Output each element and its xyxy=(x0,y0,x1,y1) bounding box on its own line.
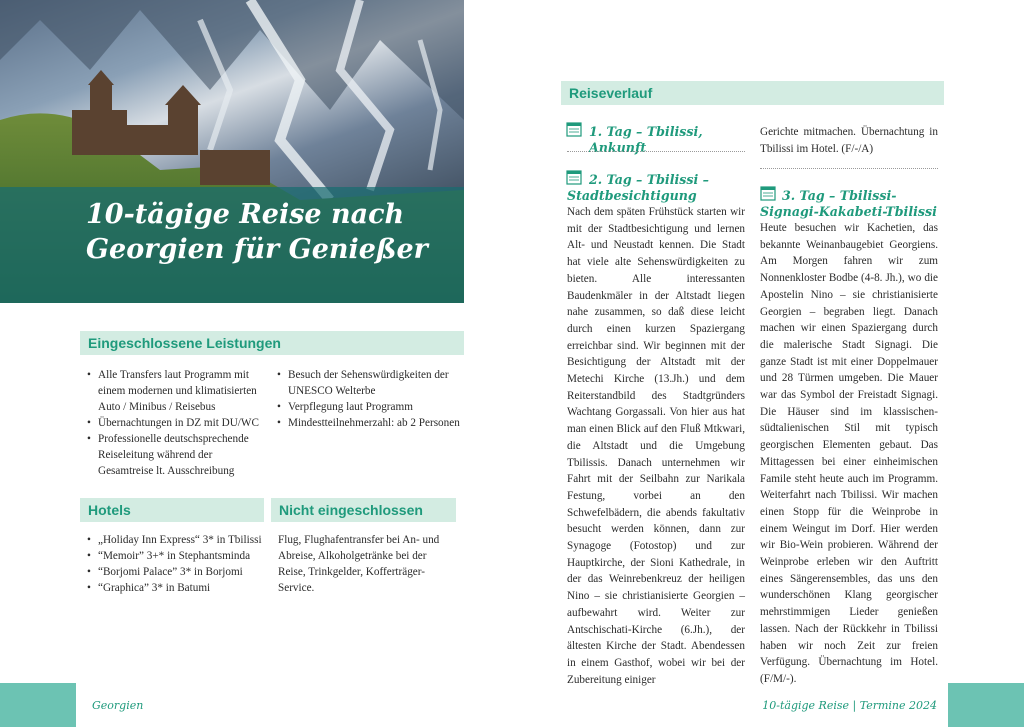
divider xyxy=(760,168,938,169)
list-item: • Professionelle deutschsprechende Reiseleitung während der Gesamtreise lt. Ausschreibung xyxy=(87,431,267,479)
page-title: 10-tägige Reise nach Georgien für Genießer xyxy=(86,199,428,265)
day-2-title: 2. Tag – Tbilissi – Stadtbesichtigung xyxy=(567,172,709,203)
list-item: • Alle Transfers laut Programm mit einem modernen und klimatisierten Auto / Minibus / Reisebus xyxy=(87,367,267,415)
itinerary-heading: Reiseverlauf xyxy=(561,81,944,105)
list-item: • „Holiday Inn Express“ 3* in Tbilissi xyxy=(87,532,267,548)
day-3-text: Heute besuchen wir Kachetien, das bekannte Weinanbaugebiet Georgiens. Am Morgen fahren wir zum Nonnenkloster Bodbe (4-8. Jh.), wo die Apostelin Nino – sie christianisierte Georgien – begraben liegt. Danach machen wir einen Spaziergang durch die malerische Stadt Signagi. Die ganze Stadt ist mit einer Doppelmauer und 28 Türmen umgeben. Die Mauer war das Symbol der Freistadt Signagi. Die Häuser sind im klassischen-südtalienischen Stil mit typisch georgischen Elementen gebaut. Das Mittagessen bei einer einheimischen Famile steht heute auch im Programm. Weiterfahrt nach Tbilissi. Wir machen einen Stopp für die Weinprobe in einem Weingut im Dorf. Hier werden wir Bio-Wein probieren. Während der Weinprobe erleben wir den Auftritt eines Sängerensembles, das uns den wunderschönen Klang georgischer mehrstimmigen Lieder genießen lassen. Nach der Rückkehr in Tbilissi haben wir noch Zeit zur freien Verfügung. Übernachtung im Hotel. (F/M/-). xyxy=(760,222,938,685)
hotels-heading: Hotels xyxy=(80,498,264,522)
list-item: • “Borjomi Palace” 3* in Borjomi xyxy=(87,564,267,580)
day-1-title: 1. Tag – Tbilissi, Ankunft xyxy=(589,124,703,155)
divider xyxy=(567,151,745,152)
footer-bar-right xyxy=(948,683,1024,727)
day-2-text-continued: Gerichte mitmachen. Übernachtung in Tbilissi im Hotel. (F/-/A) xyxy=(760,126,938,155)
footer-right-label: 10-tägige Reise | Termine 2024 xyxy=(762,699,937,712)
footer-left-label: Georgien xyxy=(92,699,144,712)
hotels-list xyxy=(87,532,267,596)
included-list-2 xyxy=(277,367,462,431)
list-item: • “Memoir” 3+* in Stephantsminda xyxy=(87,548,267,564)
list-item: • Übernachtungen in DZ mit DU/WC xyxy=(87,415,267,431)
day-2-text: Nach dem späten Frühstück starten wir mit der Stadtbesichtigung und lernen Alt- und Neustadt kennen. Die Stadt hat viele alte Sehenswürdigkeiten zu bieten. Alle interessanten Baudenkmäler in der Altstadt liegen nahe zusammen, so daß diese leicht durch einen kurzen Spaziergang erreichbar sind. Wir beginnen mit der Besichtigung der Altstadt mit der Metechi Kirche (13.Jh.) und dem Reiterstandbild des Stadtgründers Wachtang Gorgassali. Von hier aus hat man einen Blick auf den Fluß Mtkwari, die Altstadt und die Umgebung Tbilissis. Danach unternehmen wir Fahrt mit der Seilbahn zur Narikala Festung, vorbei an den Schwefelbädern, die abends fakultativ besucht werden können, dann zur Synagoge (Fotostop) und zur Hauptkirche, der Sioni Kathedrale, in der das Weinrebenkreuz der heiligen Nino – sie christianisierte Georgien – aufbewahrt wird. Weiter zur Antschischati-Kirche (6.Jh.), der ältesten Kirche der Stadt. Abendessen in einem Gasthof, wobei wir bei der Zubereitung einiger xyxy=(567,206,745,686)
list-item: • Mindestteilnehmerzahl: ab 2 Personen xyxy=(277,415,462,431)
hero-image xyxy=(0,0,464,303)
list-item: • Verpflegung laut Programm xyxy=(277,399,462,415)
excluded-heading: Nicht eingeschlossen xyxy=(271,498,456,522)
excluded-text: Flug, Flughafentransfer bei An- und Abreise, Alkoholgetränke bei der Reise, Trinkgelder, Kofferträger-Service. xyxy=(278,534,440,594)
included-heading: Eingeschlossene Leistungen xyxy=(80,331,464,355)
day-3-title: 3. Tag – Tbilissi-Signagi-Kakabeti-Tbilissi xyxy=(760,188,937,219)
list-item: • “Graphica” 3* in Batumi xyxy=(87,580,267,596)
footer-bar-left xyxy=(0,683,76,727)
included-list-1 xyxy=(87,367,267,479)
list-item: • Besuch der Sehenswürdigkeiten der UNESCO Welterbe xyxy=(277,367,462,399)
calendar-icon xyxy=(566,121,582,137)
